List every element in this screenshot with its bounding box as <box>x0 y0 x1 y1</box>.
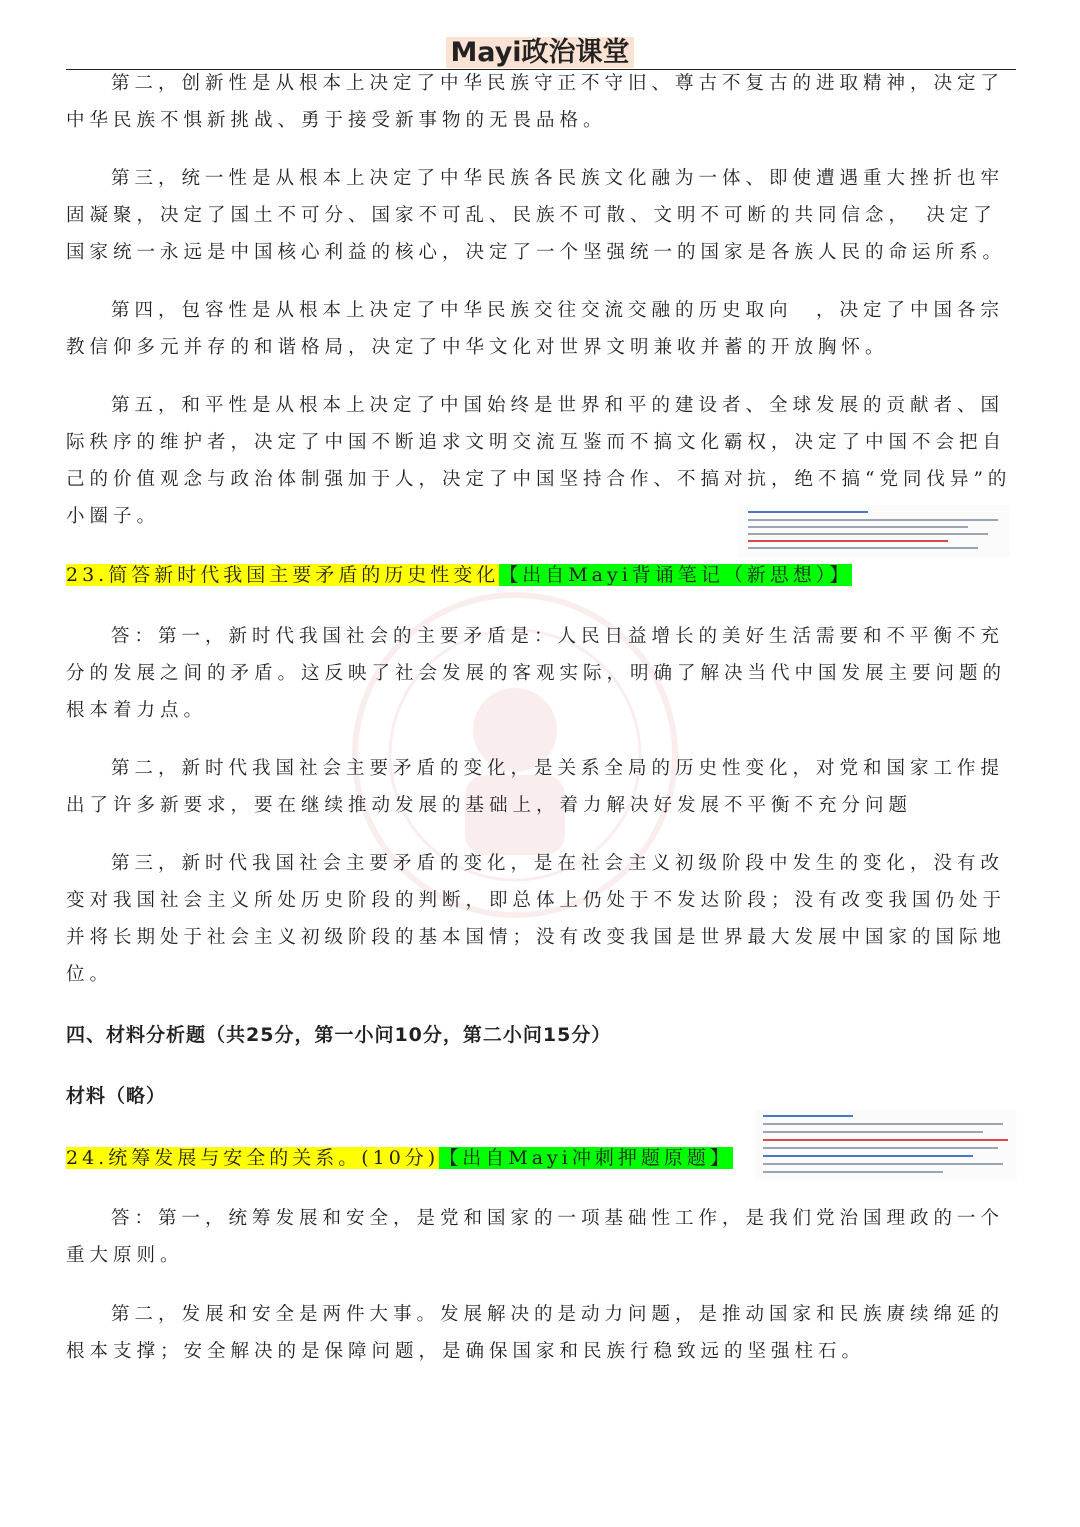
exam-thumbnail-image <box>755 1110 1017 1180</box>
paragraph-fourth: 第四，包容性是从根本上决定了中华民族交往交流交融的历史取向 ，决定了中国各宗教信仰多元并存的和谐格局，决定了中华文化对世界文明兼收并蓄的开放胸怀。 <box>66 300 1005 358</box>
question-24-text: 24.统筹发展与安全的关系。(10分) <box>66 1147 440 1169</box>
paragraph-fifth: 第五，和平性是从根本上决定了中国始终是世界和平的建设者、全球发展的贡献者、国际秩序的维护者，决定了中国不断追求文明交流互鉴而不搞文化霸权，决定了中国不会把自己的价值观念与政治体制强加于人，决定了中国坚持合作、不搞对抗，绝不搞“党同伐异”的小圈子。 <box>66 395 1012 527</box>
question-24 <box>66 1143 733 1173</box>
answer-23-second: 第二，新时代我国社会主要矛盾的变化，是关系全局的历史性变化，对党和国家工作提出了许多新要求，要在继续推动发展的基础上，着力解决好发展不平衡不充分问题 <box>66 758 1005 816</box>
section-4-heading: 四、材料分析题（共25分，第一小问10分，第二小问15分） <box>66 1024 612 1046</box>
answer-24-first: 答：第一，统筹发展和安全，是党和国家的一项基础性工作，是我们党治国理政的一个重大原则。 <box>66 1208 1005 1266</box>
question-23-text: 23.简答新时代我国主要矛盾的历史性变化 <box>66 564 500 586</box>
answer-23-third: 第三，新时代我国社会主要矛盾的变化，是在社会主义初级阶段中发生的变化，没有改变对我国社会主义所处历史阶段的判断，即总体上仍处于不发达阶段；没有改变我国仍处于并将长期处于社会主义初级阶段的基本国情；没有改变我国是世界最大发展中国家的国际地位。 <box>66 853 1007 985</box>
answer-23-first: 答：第一，新时代我国社会的主要矛盾是：人民日益增长的美好生活需要和不平衡不充分的发展之间的矛盾。这反映了社会发展的客观实际，明确了解决当代中国发展主要问题的根本着力点。 <box>66 626 1007 721</box>
question-24-source: 【出自Mayi冲刺押题原题】 <box>439 1147 733 1169</box>
page-header-title: Mayi政治课堂 <box>0 30 1080 69</box>
notes-thumbnail-image <box>738 505 1010 557</box>
question-23-source: 【出自Mayi背诵笔记（新思想）】 <box>499 564 853 586</box>
answer-24-second: 第二，发展和安全是两件大事。发展解决的是动力问题，是推动国家和民族赓续绵延的根本支撑；安全解决的是保障问题，是确保国家和民族行稳致远的坚强柱石。 <box>66 1304 1005 1362</box>
material-label: 材料（略） <box>66 1085 167 1107</box>
paragraph-third: 第三，统一性是从根本上决定了中华民族各民族文化融为一体、即使遭遇重大挫折也牢固凝聚，决定了国土不可分、国家不可乱、民族不可散、文明不可断的共同信念， 决定了国家统一永远是中国核心利益的核心，决定了一个坚强统一的国家是各族人民的命运所系。 <box>66 168 1007 263</box>
question-23 <box>66 560 852 590</box>
paragraph-second: 第二，创新性是从根本上决定了中华民族守正不守旧、尊古不复古的进取精神，决定了中华民族不惧新挑战、勇于接受新事物的无畏品格。 <box>66 73 1005 131</box>
